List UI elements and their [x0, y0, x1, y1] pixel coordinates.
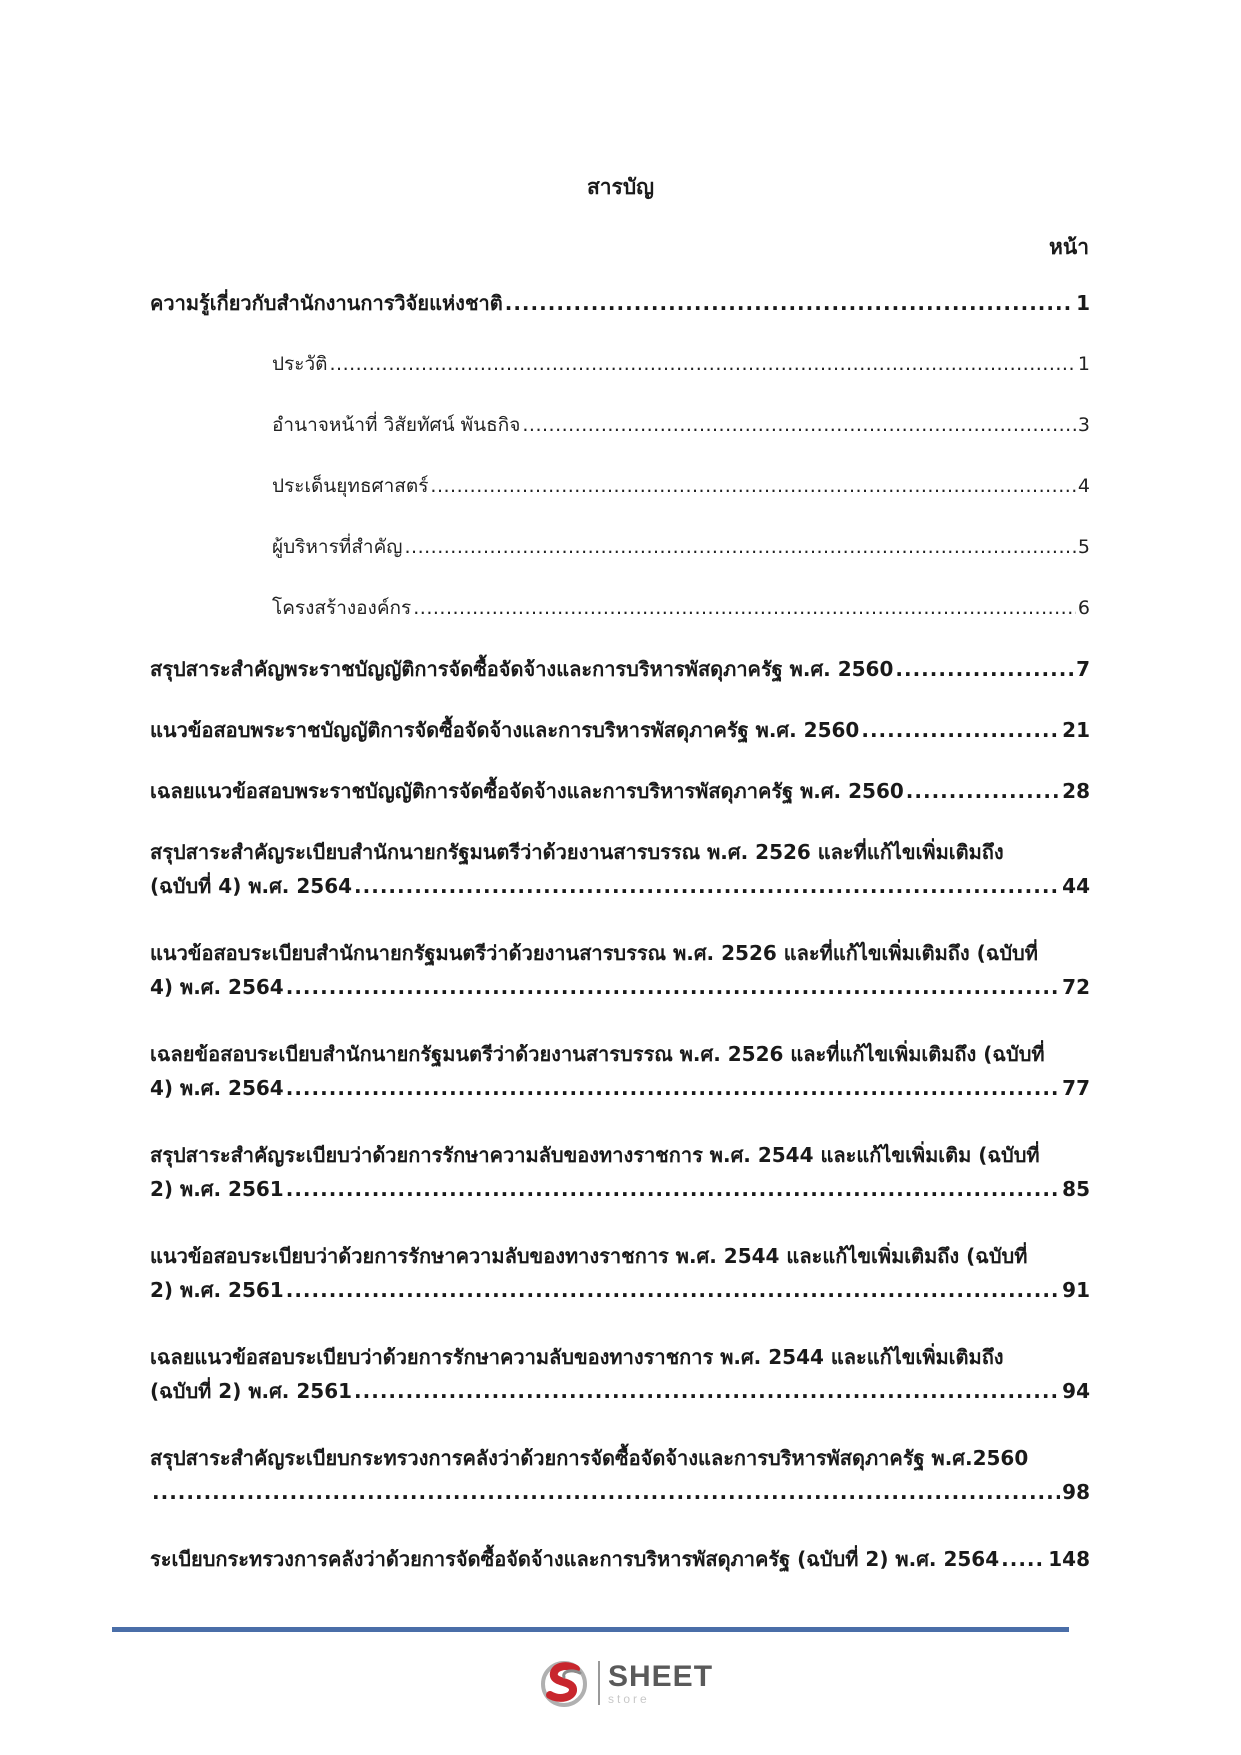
- leader-dots: [329, 347, 1075, 381]
- toc-entry[interactable]: [150, 1340, 1090, 1408]
- toc-page-number: 28: [1062, 779, 1090, 803]
- toc-entry-text: 2) พ.ศ. 2561: [150, 1278, 284, 1302]
- toc-entry-text-line1: สรุปสาระสำคัญระเบียบว่าด้วยการรักษาความลับของทางราชการ พ.ศ. 2544 และแก้ไขเพิ่มเติม (ฉบับที่: [150, 1143, 1040, 1167]
- toc-entry-text-line1: สรุปสาระสำคัญระเบียบสำนักนายกรัฐมนตรีว่าด้วยงานสารบรรณ พ.ศ. 2526 และที่แก้ไขเพิ่มเติมถึง: [150, 840, 1004, 864]
- toc-page-number: 94: [1062, 1379, 1090, 1403]
- toc-entry-text: อำนาจหน้าที่ วิสัยทัศน์ พันธกิจ: [272, 414, 521, 436]
- leader-dots: [354, 1374, 1060, 1408]
- toc-entry-text: (ฉบับที่ 4) พ.ศ. 2564: [150, 874, 353, 898]
- leader-dots: [286, 970, 1060, 1004]
- leader-dots: [152, 1475, 1060, 1509]
- toc-page-number: 77: [1062, 1076, 1090, 1100]
- toc-entry[interactable]: [150, 1037, 1090, 1105]
- toc-entry-text: 2) พ.ศ. 2561: [150, 1177, 284, 1201]
- toc-subentry[interactable]: [272, 530, 1090, 564]
- toc-page-number: 1: [1076, 291, 1090, 315]
- toc-page-number: 91: [1062, 1278, 1090, 1302]
- toc-page-number: 3: [1077, 414, 1090, 436]
- toc-entry[interactable]: [150, 713, 1090, 747]
- toc-subentry[interactable]: [272, 469, 1090, 503]
- logo-wordmark: [608, 1659, 714, 1706]
- toc-page-number: 148: [1048, 1547, 1090, 1571]
- toc-entry-text-line1: เฉลยข้อสอบระเบียบสำนักนายกรัฐมนตรีว่าด้วยงานสารบรรณ พ.ศ. 2526 และที่แก้ไขเพิ่มเติมถึง (ฉบับที่: [150, 1042, 1045, 1066]
- leader-dots: [286, 1172, 1060, 1206]
- toc-entry-text: 4) พ.ศ. 2564: [150, 1076, 284, 1100]
- table-of-contents: [150, 286, 1090, 1603]
- toc-page-number: 6: [1077, 597, 1090, 619]
- toc-subentry[interactable]: [272, 347, 1090, 381]
- toc-entry[interactable]: [150, 936, 1090, 1004]
- leader-dots: [286, 1071, 1060, 1105]
- logo-word: SHEET: [608, 1659, 714, 1693]
- toc-entry-text: เฉลยแนวข้อสอบพระราชบัญญัติการจัดซื้อจัดจ้างและการบริหารพัสดุภาครัฐ พ.ศ. 2560: [150, 779, 904, 803]
- leader-dots: [354, 869, 1060, 903]
- leader-dots: [861, 713, 1060, 747]
- toc-page-number: 1: [1077, 353, 1090, 375]
- logo-separator: [598, 1661, 600, 1705]
- toc-entry[interactable]: [150, 1542, 1090, 1576]
- toc-entry[interactable]: [150, 835, 1090, 903]
- toc-entry-text: สรุปสาระสำคัญพระราชบัญญัติการจัดซื้อจัดจ้างและการบริหารพัสดุภาครัฐ พ.ศ. 2560: [150, 657, 894, 681]
- toc-entry-text-line1: สรุปสาระสำคัญระเบียบกระทรวงการคลังว่าด้วยการจัดซื้อจัดจ้างและการบริหารพัสดุภาครัฐ พ.ศ.2560: [150, 1446, 1029, 1470]
- toc-entry-text: 4) พ.ศ. 2564: [150, 975, 284, 999]
- toc-entry-text: ความรู้เกี่ยวกับสำนักงานการวิจัยแห่งชาติ: [150, 291, 503, 315]
- toc-entry-text: ประวัติ: [272, 353, 328, 375]
- toc-entry-text: (ฉบับที่ 2) พ.ศ. 2561: [150, 1379, 353, 1403]
- logo-subword: store: [608, 1691, 650, 1706]
- toc-entry[interactable]: [150, 1239, 1090, 1307]
- toc-subentry[interactable]: [272, 591, 1090, 625]
- leader-dots: [405, 530, 1076, 564]
- toc-title: สารบัญ: [586, 175, 655, 199]
- leader-dots: [1001, 1542, 1046, 1576]
- toc-entry-text-line1: เฉลยแนวข้อสอบระเบียบว่าด้วยการรักษาความลับของทางราชการ พ.ศ. 2544 และแก้ไขเพิ่มเติมถึง: [150, 1345, 1004, 1369]
- toc-page-number: 44: [1062, 874, 1090, 898]
- toc-entry-text-line1: แนวข้อสอบระเบียบสำนักนายกรัฐมนตรีว่าด้วยงานสารบรรณ พ.ศ. 2526 และที่แก้ไขเพิ่มเติมถึง (ฉบับที่: [150, 941, 1038, 965]
- leader-dots: [906, 774, 1060, 808]
- toc-entry-text: โครงสร้างองค์กร: [272, 597, 412, 619]
- toc-entry-text-line1: แนวข้อสอบระเบียบว่าด้วยการรักษาความลับของทางราชการ พ.ศ. 2544 และแก้ไขเพิ่มเติมถึง (ฉบับที่: [150, 1244, 1028, 1268]
- toc-page-number: 21: [1062, 718, 1090, 742]
- toc-entry-text: ผู้บริหารที่สำคัญ: [272, 536, 403, 558]
- toc-page-number: 5: [1077, 536, 1090, 558]
- toc-page-number: 4: [1077, 475, 1090, 497]
- toc-entry[interactable]: [150, 652, 1090, 686]
- toc-page-number: 85: [1062, 1177, 1090, 1201]
- footer-divider: [112, 1627, 1069, 1632]
- leader-dots: [430, 469, 1075, 503]
- page-column-header: หน้า: [1049, 235, 1089, 259]
- toc-entry-text: ประเด็นยุทธศาสตร์: [272, 475, 429, 497]
- leader-dots: [522, 408, 1076, 442]
- toc-entry[interactable]: [150, 1441, 1090, 1509]
- toc-page-number: 98: [1062, 1480, 1090, 1504]
- toc-page-number: 7: [1076, 657, 1090, 681]
- toc-entry[interactable]: [150, 286, 1090, 320]
- toc-page-number: 72: [1062, 975, 1090, 999]
- leader-dots: [413, 591, 1076, 625]
- toc-entry[interactable]: [150, 1138, 1090, 1206]
- leader-dots: [505, 286, 1074, 320]
- toc-entry[interactable]: [150, 774, 1090, 808]
- leader-dots: [286, 1273, 1060, 1307]
- sheet-store-logo-icon: [540, 1657, 592, 1709]
- toc-entry-text: ระเบียบกระทรวงการคลังว่าด้วยการจัดซื้อจัดจ้างและการบริหารพัสดุภาครัฐ (ฉบับที่ 2) พ.ศ. 2564: [150, 1547, 1000, 1571]
- sheet-store-logo: [540, 1655, 713, 1711]
- leader-dots: [895, 652, 1074, 686]
- toc-entry-text: แนวข้อสอบพระราชบัญญัติการจัดซื้อจัดจ้างและการบริหารพัสดุภาครัฐ พ.ศ. 2560: [150, 718, 860, 742]
- toc-subentry[interactable]: [272, 408, 1090, 442]
